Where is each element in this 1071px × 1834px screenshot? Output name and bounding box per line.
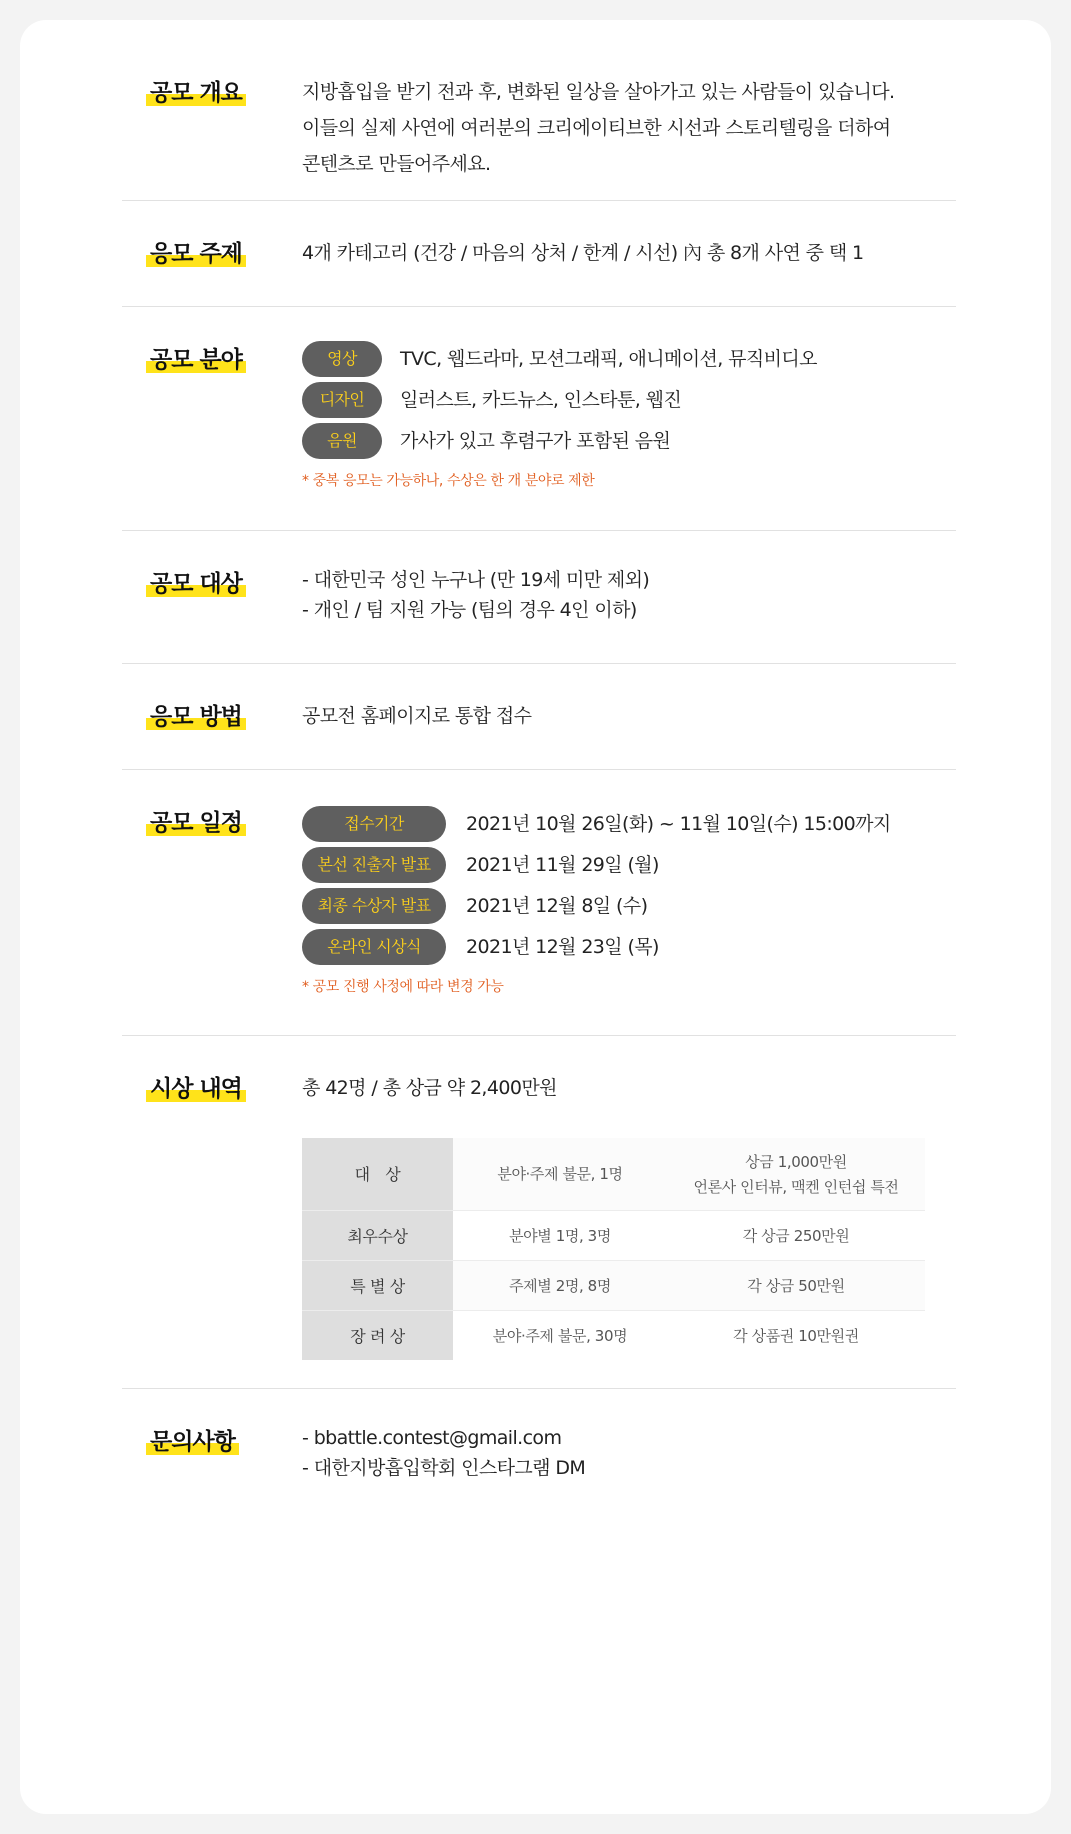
method-text xyxy=(302,698,531,734)
schedule-date: 2021년 10월 26일(화) ~ 11월 10일(수) 15:00까지 xyxy=(466,813,891,835)
text-line: - 개인 / 팀 지원 가능 (팀의 경우 4인 이하) xyxy=(302,599,637,621)
schedule-date: 2021년 11월 29일 (월) xyxy=(466,854,659,876)
section-label: 응모 주제 xyxy=(146,239,246,270)
schedule-note: * 공모 진행 사정에 따라 변경 가능 xyxy=(302,979,504,995)
award-count: 주제별 2명, 8명 xyxy=(453,1260,667,1310)
topic-text xyxy=(302,235,864,271)
field-tag: 영상 xyxy=(302,341,382,377)
award-category: 대 상 xyxy=(302,1138,453,1210)
schedule-date: 2021년 12월 23일 (목) xyxy=(466,936,659,958)
section-topic xyxy=(122,201,956,307)
award-count: 분야·주제 불문, 1명 xyxy=(453,1138,667,1210)
field-row xyxy=(302,421,922,462)
field-desc: 가사가 있고 후렴구가 포함된 음원 xyxy=(400,430,671,452)
award-prize: 각 상금 50만원 xyxy=(667,1260,925,1310)
field-desc: 일러스트, 카드뉴스, 인스타툰, 웹진 xyxy=(400,389,682,411)
award-count: 분야별 1명, 3명 xyxy=(453,1210,667,1260)
field-note: * 중복 응모는 가능하나, 수상은 한 개 분야로 제한 xyxy=(302,473,595,489)
schedule-tag: 온라인 시상식 xyxy=(302,929,446,965)
section-schedule xyxy=(122,770,956,1036)
target-text xyxy=(302,565,649,625)
field-tag: 디자인 xyxy=(302,382,382,418)
section-method xyxy=(122,664,956,770)
schedule-row xyxy=(302,927,932,968)
section-contact xyxy=(122,1389,956,1519)
award-prize: 각 상품권 10만원권 xyxy=(667,1310,925,1360)
field-list xyxy=(302,339,922,490)
awards-table xyxy=(302,1138,925,1360)
section-label: 공모 대상 xyxy=(146,569,246,600)
section-label: 공모 일정 xyxy=(146,808,246,839)
table-row xyxy=(302,1310,925,1360)
text-line: 콘텐츠로 만들어주세요. xyxy=(302,153,491,175)
section-label: 응모 방법 xyxy=(146,702,246,733)
content-card xyxy=(20,20,1051,1814)
awards-summary xyxy=(302,1070,557,1106)
text-line: 이들의 실제 사연에 여러분의 크리에이티브한 시선과 스토리텔링을 더하여 xyxy=(302,117,891,139)
section-label: 공모 분야 xyxy=(146,345,246,376)
table-row xyxy=(302,1138,925,1210)
award-category: 최우수상 xyxy=(302,1210,453,1260)
contact-instagram: - 대한지방흡입학회 인스타그램 DM xyxy=(302,1457,586,1479)
schedule-tag: 접수기간 xyxy=(302,806,446,842)
text-line: 총 42명 / 총 상금 약 2,400만원 xyxy=(302,1077,557,1099)
section-label: 문의사항 xyxy=(146,1427,239,1458)
award-category: 장 려 상 xyxy=(302,1310,453,1360)
field-desc: TVC, 웹드라마, 모션그래픽, 애니메이션, 뮤직비디오 xyxy=(400,348,817,370)
schedule-list xyxy=(302,804,932,996)
contact-text xyxy=(302,1423,585,1483)
schedule-row xyxy=(302,886,932,927)
text-line: 공모전 홈페이지로 통합 접수 xyxy=(302,705,532,727)
section-label: 시상 내역 xyxy=(146,1074,246,1105)
text-line: - 대한민국 성인 누구나 (만 19세 미만 제외) xyxy=(302,569,650,591)
section-awards xyxy=(122,1036,956,1389)
field-row xyxy=(302,380,922,421)
table-row xyxy=(302,1260,925,1310)
table-row xyxy=(302,1210,925,1260)
field-row xyxy=(302,339,922,380)
schedule-tag: 본선 진출자 발표 xyxy=(302,847,446,883)
award-prize xyxy=(667,1138,925,1210)
field-tag: 음원 xyxy=(302,423,382,459)
schedule-row xyxy=(302,845,932,886)
section-target xyxy=(122,531,956,664)
award-prize-line: 상금 1,000만원 xyxy=(745,1152,847,1171)
contact-email[interactable]: - bbattle.contest@gmail.com xyxy=(302,1427,562,1449)
schedule-tag: 최종 수상자 발표 xyxy=(302,888,446,924)
section-label: 공모 개요 xyxy=(146,78,246,109)
text-line: 지방흡입을 받기 전과 후, 변화된 일상을 살아가고 있는 사람들이 있습니다. xyxy=(302,81,895,103)
award-count: 분야·주제 불문, 30명 xyxy=(453,1310,667,1360)
section-overview xyxy=(122,62,956,201)
award-prize: 각 상금 250만원 xyxy=(667,1210,925,1260)
schedule-row xyxy=(302,804,932,845)
schedule-date: 2021년 12월 8일 (수) xyxy=(466,895,648,917)
text-line: 4개 카테고리 (건강 / 마음의 상처 / 한계 / 시선) 內 총 8개 사연 중 택 1 xyxy=(302,242,864,264)
award-prize-line: 언론사 인터뷰, 맥켄 인턴쉽 특전 xyxy=(693,1177,899,1196)
award-category: 특 별 상 xyxy=(302,1260,453,1310)
section-field xyxy=(122,307,956,531)
overview-text xyxy=(302,74,894,182)
